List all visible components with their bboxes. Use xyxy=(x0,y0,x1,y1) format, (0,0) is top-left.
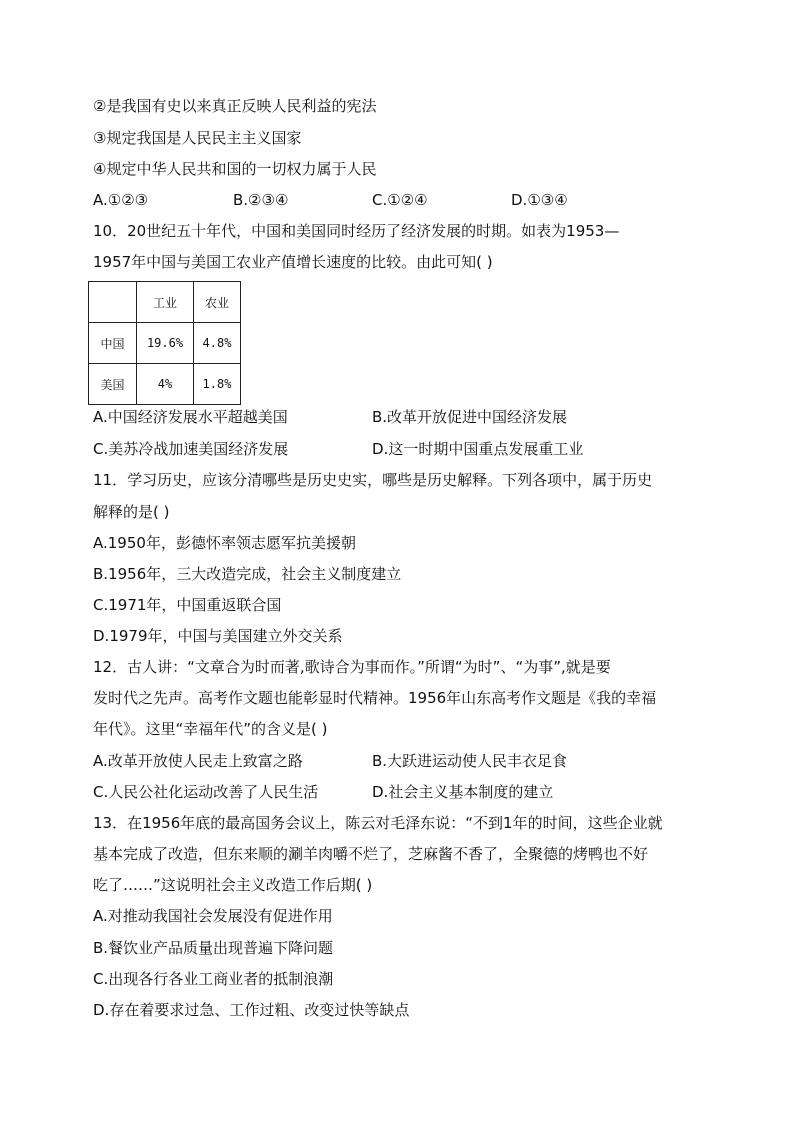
table-cell: 美国 xyxy=(89,364,137,405)
q10-option-d: D.这一时期中国重点发展重工业 xyxy=(372,440,584,458)
q10-stem-line-1: 10．20世纪五十年代，中国和美国同时经历了经济发展的时期。如表为1953— xyxy=(93,222,620,240)
q9-statement-3: ③规定我国是人民民主主义国家 xyxy=(93,129,302,147)
q11-stem-line-2: 解释的是( ) xyxy=(93,503,170,521)
q11-option-d: D.1979年，中国与美国建立外交关系 xyxy=(93,627,343,645)
table-cell: 1.8% xyxy=(194,364,241,405)
q9-option-c: C.①②④ xyxy=(372,191,428,209)
table-row xyxy=(89,364,241,405)
table-header-row xyxy=(89,282,241,323)
table-cell: 19.6% xyxy=(137,323,194,364)
q9-statement-4: ④规定中华人民共和国的一切权力属于人民 xyxy=(93,160,377,178)
table-cell: 4% xyxy=(137,364,194,405)
q10-growth-table xyxy=(88,281,241,405)
q10-option-b: B.改革开放促进中国经济发展 xyxy=(372,408,568,426)
q12-stem-line-1: 12．古人讲：“文章合为时而著,歌诗合为事而作。”所谓“为时”、“为事”,就是要 xyxy=(93,658,611,676)
table-header-cell: 工业 xyxy=(137,282,194,323)
q10-option-a: A.中国经济发展水平超越美国 xyxy=(93,408,288,426)
q11-option-a: A.1950年，彭德怀率领志愿军抗美援朝 xyxy=(93,534,356,552)
q10-option-c: C.美苏冷战加速美国经济发展 xyxy=(93,440,289,458)
q9-option-d: D.①③④ xyxy=(511,191,568,209)
q9-statement-2: ②是我国有史以来真正反映人民利益的宪法 xyxy=(93,97,377,115)
q13-option-a: A.对推动我国社会发展没有促进作用 xyxy=(93,907,333,925)
q11-stem-line-1: 11．学习历史，应该分清哪些是历史史实，哪些是历史解释。下列各项中，属于历史 xyxy=(93,471,653,489)
q12-option-a: A.改革开放使人民走上致富之路 xyxy=(93,752,303,770)
table-cell: 4.8% xyxy=(194,323,241,364)
q13-option-c: C.出现各行各业工商业者的抵制浪潮 xyxy=(93,970,334,988)
table-header-cell xyxy=(89,282,137,323)
q13-stem-line-2: 基本完成了改造，但东来顺的涮羊肉嚼不烂了，芝麻酱不香了，全聚德的烤鸭也不好 xyxy=(93,845,649,863)
q12-stem-line-3: 年代》。这里“幸福年代”的含义是( ) xyxy=(93,720,328,738)
q9-option-b: B.②③④ xyxy=(233,191,289,209)
q10-stem-line-2: 1957年中国与美国工农业产值增长速度的比较。由此可知( ) xyxy=(93,253,493,271)
q11-option-c: C.1971年，中国重返联合国 xyxy=(93,596,282,614)
q12-option-b: B.大跃进运动使人民丰衣足食 xyxy=(372,752,568,770)
q13-stem-line-3: 吃了……”这说明社会主义改造工作后期( ) xyxy=(93,876,373,894)
q12-option-d: D.社会主义基本制度的建立 xyxy=(372,783,554,801)
q9-option-a: A.①②③ xyxy=(93,191,149,209)
q13-stem-line-1: 13．在1956年底的最高国务会议上，陈云对毛泽东说：“不到1年的时间，这些企业就 xyxy=(93,814,663,832)
q12-stem-line-2: 发时代之先声。高考作文题也能彰显时代精神。1956年山东高考作文题是《我的幸福 xyxy=(93,689,657,707)
table-header-cell: 农业 xyxy=(194,282,241,323)
table-row xyxy=(89,323,241,364)
q13-option-b: B.餐饮业产品质量出现普遍下降问题 xyxy=(93,939,334,957)
q11-option-b: B.1956年，三大改造完成，社会主义制度建立 xyxy=(93,565,402,583)
q12-option-c: C.人民公社化运动改善了人民生活 xyxy=(93,783,319,801)
table-cell: 中国 xyxy=(89,323,137,364)
q13-option-d: D.存在着要求过急、工作过粗、改变过快等缺点 xyxy=(93,1001,410,1019)
